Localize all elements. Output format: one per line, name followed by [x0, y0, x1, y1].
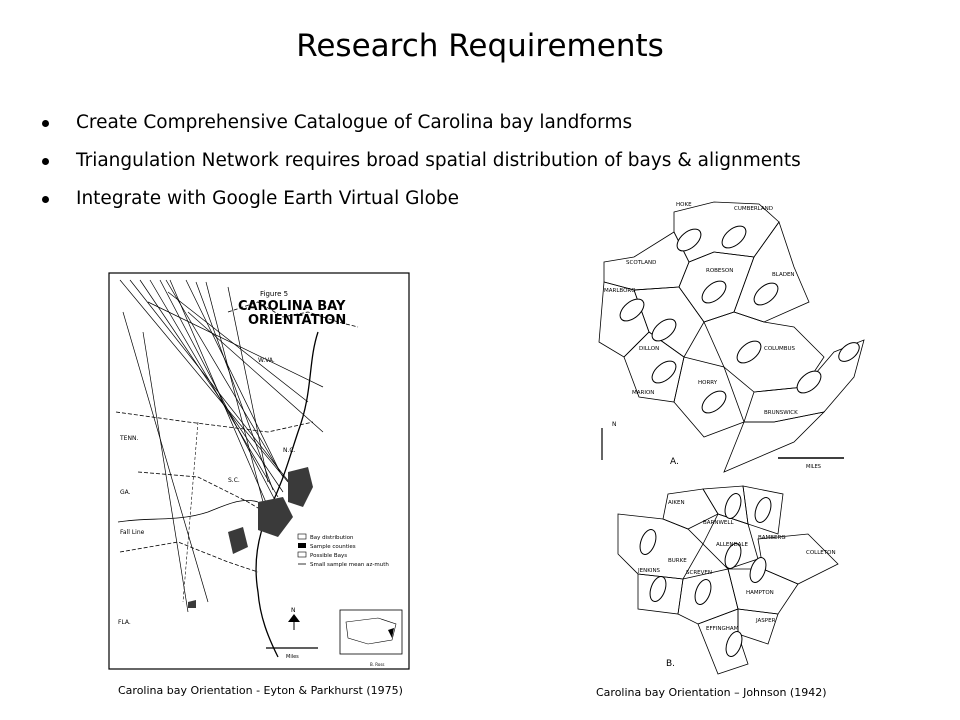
north-label: N: [291, 607, 296, 614]
county-label: SCOTLAND: [626, 260, 657, 266]
county-label: COLUMBUS: [764, 346, 796, 352]
county-label: MARION: [632, 390, 655, 396]
county-label: BRUNSWICK: [764, 410, 798, 416]
county-label: COLLETON: [806, 550, 836, 556]
map-title-line1: CAROLINA BAY: [238, 299, 346, 314]
bullet-text: Create Comprehensive Catalogue of Carolina bay landforms: [76, 112, 633, 133]
county-label: DILLON: [639, 346, 660, 352]
map-figure-label: Figure 5: [260, 290, 289, 298]
north-arrow-icon: [602, 421, 617, 460]
county-label: HORRY: [698, 380, 718, 386]
state-label: W.VA.: [258, 357, 275, 364]
map-credit: B. Ross: [370, 662, 385, 667]
county-label: EFFINGHAM: [706, 626, 739, 632]
right-orientation-map-b: [608, 484, 870, 680]
county-label: ROBESON: [706, 268, 734, 274]
county-label: SCREVEN: [686, 570, 712, 576]
county-label: CUMBERLAND: [734, 206, 773, 212]
scale-label: Miles: [286, 654, 299, 660]
state-label: FLA.: [118, 619, 131, 626]
county-label: HOKE: [676, 202, 692, 208]
scale-bar: [778, 458, 844, 470]
state-label: Fall Line: [120, 529, 145, 536]
bullet-dot-icon: [42, 120, 49, 127]
legend-item: Small sample mean az-muth: [310, 562, 389, 568]
panel-label: A.: [670, 457, 679, 467]
state-label: TENN.: [120, 435, 139, 442]
county-label: AIKEN: [668, 500, 685, 506]
panel-label: B.: [666, 659, 676, 669]
left-orientation-map: [108, 272, 410, 670]
legend-item: Possible Bays: [310, 553, 348, 559]
county-label: BURKE: [668, 558, 687, 564]
state-label: GA.: [120, 489, 131, 496]
county-label: HAMPTON: [746, 590, 774, 596]
county-label: ALLENDALE: [716, 542, 748, 548]
right-orientation-map-a: [594, 192, 880, 474]
slide-title: Research Requirements: [296, 28, 664, 64]
map-title-line2: ORIENTATION: [248, 313, 347, 328]
legend-item: Bay distribution: [310, 535, 354, 541]
state-label: N.C.: [283, 447, 296, 454]
us-inset-map: [340, 610, 402, 654]
legend-item: Sample counties: [310, 544, 356, 550]
bullet-dot-icon: [42, 158, 49, 165]
scale-label: MILES: [806, 464, 821, 470]
state-label: S.C.: [228, 477, 240, 484]
bullet-text: Triangulation Network requires broad spatial distribution of bays & alignments: [76, 150, 801, 171]
bullet-text: Integrate with Google Earth Virtual Globe: [76, 188, 460, 209]
county-label: MARLBORO: [604, 288, 636, 294]
county-label: BLADEN: [772, 272, 795, 278]
county-label: BAMBERG: [758, 535, 786, 541]
right-map-caption: Carolina bay Orientation – Johnson (1942): [596, 686, 827, 699]
bullet-dot-icon: [42, 196, 49, 203]
left-map-caption: Carolina bay Orientation - Eyton & Parkhurst (1975): [118, 684, 403, 697]
bullet-item: [40, 144, 801, 182]
county-label: JENKINS: [638, 568, 661, 574]
county-label: BARNWELL: [703, 520, 734, 526]
bullet-item: [40, 106, 801, 144]
north-label: N: [612, 421, 617, 428]
county-label: JASPER: [756, 618, 776, 624]
